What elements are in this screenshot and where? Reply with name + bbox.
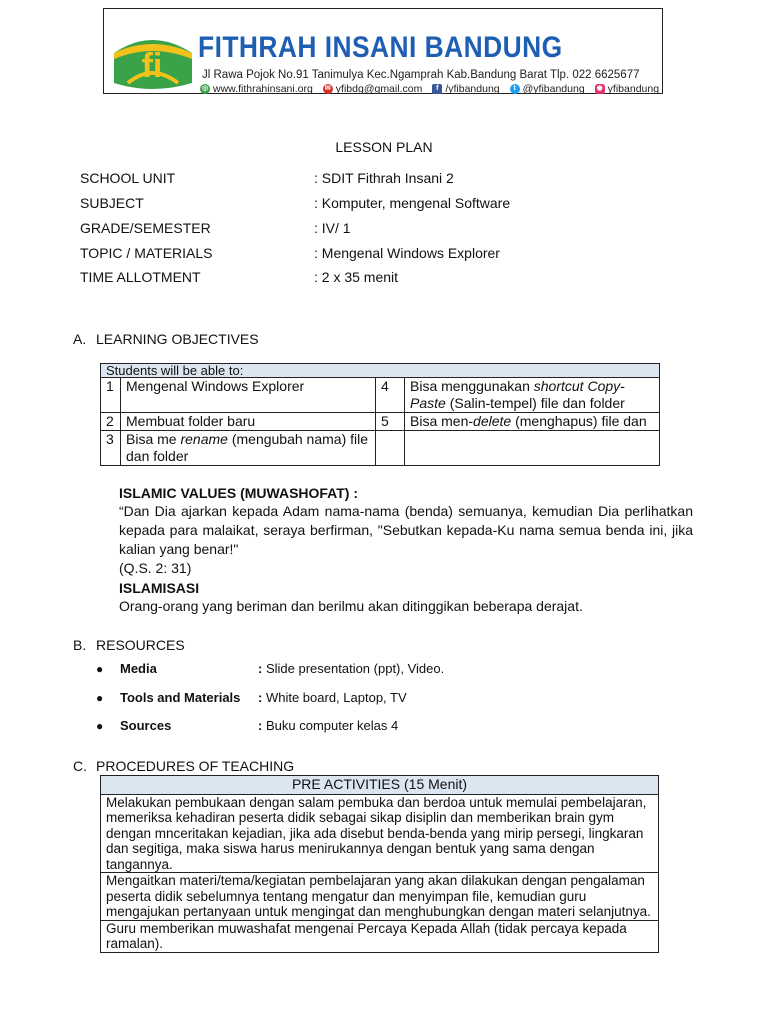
info-label-school-unit: SCHOOL UNIT (80, 170, 176, 186)
bullet-icon: ● (96, 662, 104, 676)
facebook-icon: f (432, 84, 442, 94)
info-value-school-unit: : SDIT Fithrah Insani 2 (314, 170, 454, 186)
objective-number: 2 (101, 413, 121, 431)
resource-label-media: Media (120, 661, 157, 676)
resource-label-tools: Tools and Materials (120, 690, 241, 705)
empty-cell (405, 431, 660, 466)
objective-text: Membuat folder baru (121, 413, 376, 431)
procedure-step: Mengaitkan materi/tema/kegiatan pembelajaran yang akan dilakukan dengan pengalaman peserta didik sebelumnya tentang mengatur dan menyimpan file, kemudian guru mengajukan pertanyaan untuk mengingat dan menghubungkan dengan materi selanjutnya. (101, 873, 659, 921)
table-row (101, 413, 660, 431)
document-title: LESSON PLAN (335, 139, 433, 155)
resource-value-tools: : White board, Laptop, TV (258, 690, 407, 705)
islamisasi-title: ISLAMISASI (119, 580, 200, 596)
empty-cell (376, 431, 405, 466)
objective-text: Bisa menggunakan shortcut Copy-Paste (Salin-tempel) file dan folder (405, 378, 660, 413)
islamic-values-title: ISLAMIC VALUES (MUWASHOFAT) : (119, 485, 359, 501)
info-label-topic: TOPIC / MATERIALS (80, 245, 213, 261)
website-text: www.fithrahinsani.org (213, 83, 313, 95)
resource-value-media: : Slide presentation (ppt), Video. (258, 661, 445, 676)
section-a-title: LEARNING OBJECTIVES (96, 331, 259, 347)
islamisasi-text: Orang-orang yang beriman dan berilmu akan ditinggikan beberapa derajat. (119, 598, 583, 614)
info-value-grade-semester: : IV/ 1 (314, 220, 351, 236)
section-c-number: C. (73, 758, 87, 774)
info-label-time-allotment: TIME ALLOTMENT (80, 269, 201, 285)
quran-reference: (Q.S. 2: 31) (119, 560, 192, 576)
facebook-contact[interactable] (432, 83, 499, 95)
school-name: FITHRAH INSANI BANDUNG (198, 31, 563, 64)
table-row (101, 794, 659, 873)
twitter-text: @yfibandung (522, 83, 585, 95)
logo-text: fi (141, 47, 163, 85)
website-contact[interactable] (200, 83, 313, 95)
info-value-time-allotment: : 2 x 35 menit (314, 269, 399, 285)
instagram-contact[interactable] (595, 83, 659, 95)
info-value-topic: : Mengenal Windows Explorer (314, 245, 500, 261)
info-label-grade-semester: GRADE/SEMESTER (80, 220, 211, 236)
table-row (101, 920, 659, 952)
islamic-values-quote: “Dan Dia ajarkan kepada Adam nama-nama (benda) semuanya, kemudian Dia perlihatkan kepada para malaikat, seraya berfirman, "Sebutkan kepada-Ku nama semua benda ini, jika kalian yang benar!" (119, 503, 693, 557)
objective-number: 4 (376, 378, 405, 413)
mail-icon: ✉ (323, 84, 333, 94)
email-text: yfibdg@gmail.com (335, 83, 423, 95)
info-value-subject: : Komputer, mengenal Software (314, 195, 511, 211)
table-row (101, 431, 660, 466)
email-contact[interactable] (323, 83, 423, 95)
resource-value-sources: : Buku computer kelas 4 (258, 718, 399, 733)
procedure-step: Guru memberikan muwashafat mengenai Percaya Kepada Allah (tidak percaya kepada ramalan). (101, 920, 659, 952)
facebook-text: /yfibandung (445, 83, 500, 95)
school-address: Jl Rawa Pojok No.91 Tanimulya Kec.Ngamprah Kab.Bandung Barat Tlp. 022 6625677 (202, 69, 640, 81)
pre-activities-title: PRE ACTIVITIES (15 Menit) (101, 776, 659, 795)
procedures-table (100, 775, 659, 953)
objectives-header: Students will be able to: (101, 364, 660, 378)
section-a-number: A. (73, 331, 87, 347)
section-c-heading (73, 758, 294, 774)
instagram-icon: ◉ (596, 85, 603, 92)
section-b-number: B. (73, 637, 87, 653)
procedures-header-row (101, 776, 659, 795)
twitter-icon: t (510, 84, 520, 94)
school-logo (108, 33, 196, 91)
contact-row (200, 83, 659, 95)
procedure-step: Melakukan pembukaan dengan salam pembuka dan berdoa untuk memulai pembelajaran, memeriksa kehadiran peserta didik sebagai sikap disiplin dan memberikan brain gym dengan mnceritakan kejadian, jika ada disebut benda-benda yang mirip persegi, lingkaran dan segitiga, maka siswa harus menirukannya dengan bentuk yang sama dengan tangannya. (101, 794, 659, 873)
objective-number: 1 (101, 378, 121, 413)
table-row (101, 378, 660, 413)
bullet-icon: ● (96, 691, 104, 705)
objective-text: Mengenal Windows Explorer (121, 378, 376, 413)
twitter-contact[interactable] (510, 83, 585, 95)
objective-text: Bisa men-delete (menghapus) file dan (405, 413, 660, 431)
section-a-heading (73, 331, 259, 347)
globe-icon: ◎ (201, 85, 209, 92)
objective-number: 5 (376, 413, 405, 431)
section-b-title: RESOURCES (96, 637, 185, 653)
bullet-icon: ● (96, 719, 104, 733)
section-c-title: PROCEDURES OF TEACHING (96, 758, 295, 774)
letterhead (103, 8, 663, 94)
table-row (101, 873, 659, 921)
info-label-subject: SUBJECT (80, 195, 144, 211)
objectives-header-row (101, 364, 660, 378)
objective-text: Bisa me rename (mengubah nama) file dan folder (121, 431, 376, 466)
objectives-table (100, 363, 660, 466)
instagram-text: yfibandung (607, 83, 660, 95)
resource-label-sources: Sources (120, 718, 172, 733)
objective-number: 3 (101, 431, 121, 466)
section-b-heading (73, 637, 185, 653)
